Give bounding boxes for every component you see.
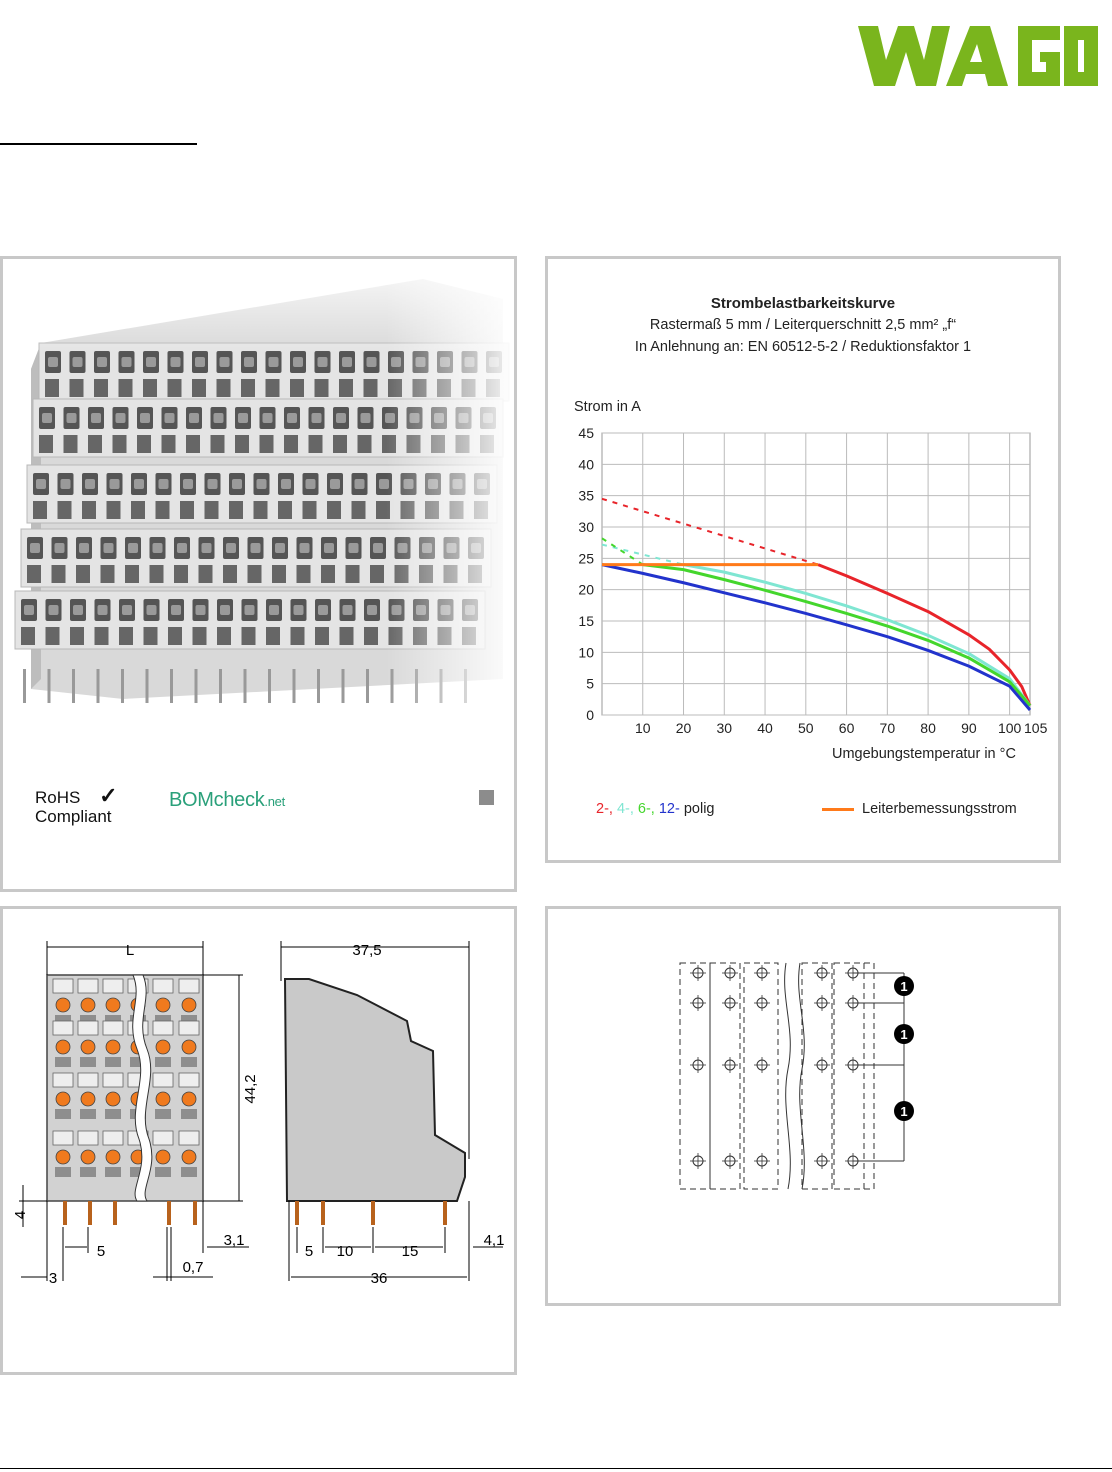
front-clamp-1-4 xyxy=(156,1040,170,1054)
front-clamp-1-5 xyxy=(182,1040,196,1054)
front-slot-1-5 xyxy=(179,1021,199,1035)
front-opening-3-2 xyxy=(105,1167,121,1177)
dim-side-5: 5 xyxy=(304,1243,314,1260)
dim-front-height: 44,2 xyxy=(242,1074,259,1104)
marker-1a-label: 1 xyxy=(900,979,908,994)
front-opening-3-5 xyxy=(181,1167,197,1177)
front-clamp-0-1 xyxy=(81,998,95,1012)
pcb-column-1 xyxy=(710,963,740,1189)
dim-front-right: 3,1 xyxy=(223,1232,245,1249)
legend-rated-swatch xyxy=(822,808,854,811)
check-icon: ✓ xyxy=(99,783,118,808)
front-opening-2-2 xyxy=(105,1109,121,1119)
front-opening-3-4 xyxy=(155,1167,171,1177)
pcb-layout-panel xyxy=(545,906,1061,1306)
dim-side-right: 4,1 xyxy=(483,1232,505,1249)
pcb-column-4 xyxy=(834,963,864,1189)
front-clamp-2-1 xyxy=(81,1092,95,1106)
y-tick-0: 0 xyxy=(586,707,594,723)
dim-side-15: 15 xyxy=(401,1243,419,1260)
dim-side-top: 37,5 xyxy=(352,942,382,959)
front-pin-3 xyxy=(167,1201,171,1225)
front-slot-0-1 xyxy=(78,979,98,993)
front-opening-1-0 xyxy=(55,1057,71,1067)
pcb-column-end xyxy=(834,963,874,1189)
series-2-dashed xyxy=(602,538,643,564)
dimension-drawing-panel xyxy=(0,906,517,1375)
dim-side-10: 10 xyxy=(336,1243,354,1260)
current-derating-chart xyxy=(548,419,1058,779)
x-tick-60: 60 xyxy=(838,720,855,736)
side-pin-1 xyxy=(321,1201,325,1225)
front-slot-2-0 xyxy=(53,1073,73,1087)
title-underline xyxy=(0,143,197,145)
front-opening-1-2 xyxy=(105,1057,121,1067)
x-axis-label: Umgebungstemperatur in °C xyxy=(832,746,1016,762)
chart-subtitle-1: Rastermaß 5 mm / Leiterquerschnitt 2,5 mm² „f“ xyxy=(649,317,957,333)
marker-1b-label: 1 xyxy=(900,1027,908,1042)
front-opening-1-1 xyxy=(80,1057,96,1067)
pcb-break-right xyxy=(799,963,805,1189)
terminal-block-photo xyxy=(3,259,514,729)
dim-front-pitch: 5 xyxy=(96,1243,106,1260)
x-tick-70: 70 xyxy=(879,720,896,736)
compliant-text: Compliant xyxy=(35,807,112,826)
x-tick-20: 20 xyxy=(675,720,692,736)
pcb-column-2 xyxy=(744,963,778,1189)
front-slot-1-1 xyxy=(78,1021,98,1035)
x-tick-100: 100 xyxy=(997,720,1022,736)
footer-rule xyxy=(0,1468,1112,1469)
y-tick-35: 35 xyxy=(578,487,594,504)
front-clamp-3-2 xyxy=(106,1150,120,1164)
front-pin-2 xyxy=(113,1201,117,1225)
chart-title: Strombelastbarkeitskurve xyxy=(710,295,896,312)
front-clamp-2-5 xyxy=(182,1092,196,1106)
front-slot-2-5 xyxy=(179,1073,199,1087)
front-slot-0-4 xyxy=(153,979,173,993)
front-slot-3-2 xyxy=(103,1131,123,1145)
marker-1c-label: 1 xyxy=(900,1104,908,1119)
chart-legend-rated xyxy=(822,801,1017,817)
front-clamp-1-2 xyxy=(106,1040,120,1054)
bomcheck-text: BOMcheck xyxy=(169,789,265,811)
logo-letter-w xyxy=(858,26,950,86)
front-slot-0-0 xyxy=(53,979,73,993)
pcb-break-left xyxy=(785,963,791,1189)
dim-front-left: 3 xyxy=(48,1270,58,1287)
front-opening-3-0 xyxy=(55,1167,71,1177)
front-opening-2-4 xyxy=(155,1109,171,1119)
front-clamp-3-0 xyxy=(56,1150,70,1164)
x-tick-50: 50 xyxy=(798,720,814,736)
front-opening-2-1 xyxy=(80,1109,96,1119)
front-slot-3-4 xyxy=(153,1131,173,1145)
logo-letter-g xyxy=(1018,26,1060,86)
side-pin-0 xyxy=(295,1201,299,1225)
plot-frame xyxy=(602,433,1030,715)
dim-side-bottom: 36 xyxy=(370,1270,388,1287)
front-slot-1-2 xyxy=(103,1021,123,1035)
bomcheck-logo[interactable] xyxy=(169,789,285,812)
wago-logo xyxy=(858,22,1098,90)
dim-front-L: L xyxy=(125,942,135,959)
y-tick-25: 25 xyxy=(578,550,594,567)
front-clamp-0-4 xyxy=(156,998,170,1012)
front-opening-2-5 xyxy=(181,1109,197,1119)
front-clamp-0-5 xyxy=(182,998,196,1012)
gray-square-icon xyxy=(479,790,494,805)
chart-legend-poles xyxy=(596,801,715,817)
front-clamp-2-4 xyxy=(156,1092,170,1106)
front-opening-1-5 xyxy=(181,1057,197,1067)
front-clamp-2-0 xyxy=(56,1092,70,1106)
marker-1a xyxy=(894,976,914,996)
front-clamp-1-1 xyxy=(81,1040,95,1054)
front-slot-1-4 xyxy=(153,1021,173,1035)
y-tick-10: 10 xyxy=(578,644,594,661)
logo-letter-o xyxy=(1064,26,1098,86)
y-tick-15: 15 xyxy=(578,613,594,629)
y-tick-20: 20 xyxy=(578,581,594,598)
legend-6pole: 6-, xyxy=(637,801,655,817)
front-slot-2-4 xyxy=(153,1073,173,1087)
pcb-hole-pattern xyxy=(548,909,1058,1303)
front-slot-3-5 xyxy=(179,1131,199,1145)
legend-4pole: 4-, xyxy=(616,801,634,817)
side-body xyxy=(285,979,465,1201)
x-tick-10: 10 xyxy=(634,720,651,736)
y-tick-45: 45 xyxy=(578,425,594,441)
front-pin-1 xyxy=(88,1201,92,1225)
legend-2pole: 2-, xyxy=(596,801,613,817)
front-pin-0 xyxy=(63,1201,67,1225)
dimension-drawing xyxy=(3,909,514,1372)
rohs-compliant-label xyxy=(35,783,118,826)
product-photo-panel xyxy=(0,256,517,892)
side-pin-2 xyxy=(371,1201,375,1225)
front-opening-2-0 xyxy=(55,1109,71,1119)
pcb-column-3 xyxy=(802,963,832,1189)
front-slot-2-1 xyxy=(78,1073,98,1087)
x-tick-90: 90 xyxy=(961,720,977,736)
x-tick-30: 30 xyxy=(716,720,733,736)
front-slot-1-0 xyxy=(53,1021,73,1035)
bomcheck-suffix: .net xyxy=(264,794,285,809)
front-clamp-2-2 xyxy=(106,1092,120,1106)
legend-rated-label: Leiterbemessungsstrom xyxy=(862,801,1017,817)
front-pin-4 xyxy=(193,1201,197,1225)
marker-1b xyxy=(894,1024,914,1044)
pcb-column-0 xyxy=(680,963,710,1189)
x-tick-80: 80 xyxy=(920,720,936,736)
front-opening-3-1 xyxy=(80,1167,96,1177)
y-axis-label: Strom in A xyxy=(574,399,641,415)
front-slot-2-2 xyxy=(103,1073,123,1087)
series-3-line xyxy=(602,565,1030,710)
chart-subtitle-2: In Anlehnung an: EN 60512-5-2 / Reduktionsfaktor 1 xyxy=(634,339,972,355)
front-slot-3-1 xyxy=(78,1131,98,1145)
front-clamp-0-0 xyxy=(56,998,70,1012)
front-slot-3-0 xyxy=(53,1131,73,1145)
front-clamp-3-4 xyxy=(156,1150,170,1164)
dim-front-pin-width: 0,7 xyxy=(182,1259,204,1276)
front-clamp-3-5 xyxy=(182,1150,196,1164)
rohs-text: RoHS xyxy=(35,788,81,807)
x-tick-105: 105 xyxy=(1024,720,1048,736)
front-clamp-0-2 xyxy=(106,998,120,1012)
y-tick-40: 40 xyxy=(578,456,594,473)
front-slot-0-2 xyxy=(103,979,123,993)
y-tick-30: 30 xyxy=(578,519,594,535)
x-tick-40: 40 xyxy=(757,720,773,736)
y-tick-5: 5 xyxy=(586,675,594,692)
series-0-dashed xyxy=(602,499,818,565)
dim-front-pin: 4 xyxy=(12,1210,29,1220)
legend-poles-suffix: polig xyxy=(683,801,715,817)
front-clamp-3-1 xyxy=(81,1150,95,1164)
front-opening-1-4 xyxy=(155,1057,171,1067)
legend-12pole: 12- xyxy=(658,801,680,817)
front-slot-0-5 xyxy=(179,979,199,993)
series-1-line xyxy=(684,565,1030,706)
side-pin-3 xyxy=(443,1201,447,1225)
marker-1c xyxy=(894,1101,914,1121)
front-clamp-1-0 xyxy=(56,1040,70,1054)
chart-panel xyxy=(545,256,1061,863)
